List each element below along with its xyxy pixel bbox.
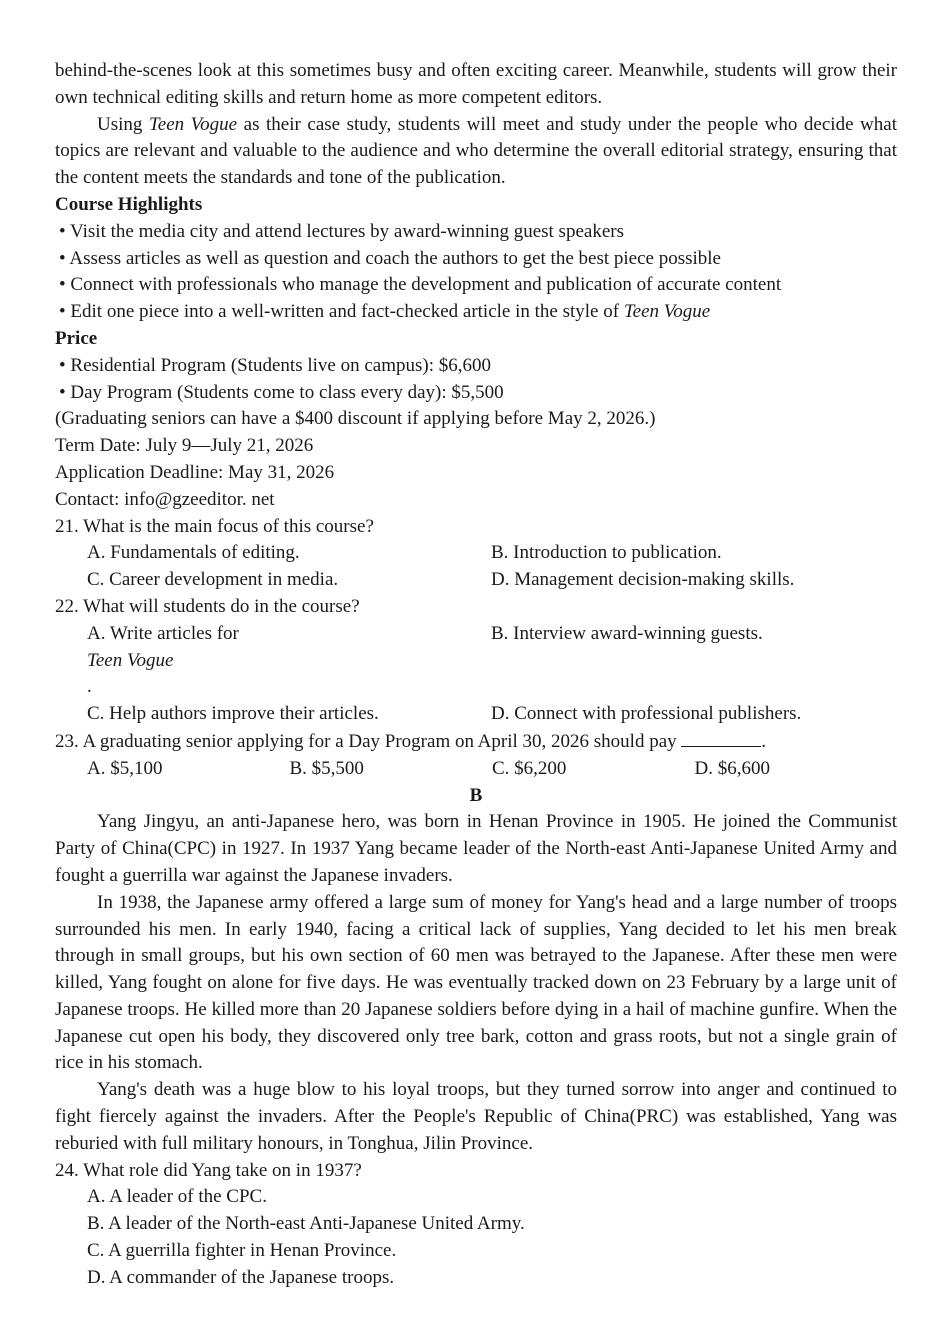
option-b: B. $5,500 — [289, 757, 364, 779]
passage-b-label: B — [469, 784, 483, 806]
passage-b-paragraph-3: Yang's death was a huge blow to his loyal troops, but they turned sorrow into anger and continued to fight fiercely against the invaders. After the People's Republic of China(PRC) was established, Yang was reburied with full military honours, in Tonghua, Jilin Province. — [55, 1079, 897, 1154]
question-22: 22. What will students do in the course? — [55, 595, 360, 617]
question-21: 21. What is the main focus of this course? — [55, 515, 374, 537]
option-b: B. A leader of the North-east Anti-Japanese United Army. — [87, 1213, 525, 1235]
highlight-item: • Assess articles as well as question and coach the authors to get the best piece possible — [59, 247, 721, 269]
price-residential: • Residential Program (Students live on campus): $6,600 — [59, 354, 491, 376]
option-d: D. Management decision-making skills. — [491, 569, 795, 591]
question-22-options — [55, 701, 897, 728]
price-day: • Day Program (Students come to class every day): $5,500 — [59, 381, 504, 403]
question-21-options — [55, 540, 897, 567]
option-d: D. Connect with professional publishers. — [491, 703, 802, 725]
highlight-item: • Visit the media city and attend lectures by award-winning guest speakers — [59, 220, 624, 242]
term-date: Term Date: July 9—July 21, 2026 — [55, 435, 314, 457]
highlight-item: • Edit one piece into a well-written and fact-checked article in the style of Teen Vogue — [59, 301, 711, 323]
option-a: A. $5,100 — [87, 757, 163, 779]
price-discount-note: (Graduating seniors can have a $400 discount if applying before May 2, 2026.) — [55, 408, 656, 430]
option-c: C. $6,200 — [492, 757, 567, 779]
highlight-item: • Connect with professionals who manage the development and publication of accurate content — [59, 274, 782, 296]
exam-page — [55, 58, 897, 1292]
question-23: 23. A graduating senior applying for a Day Program on April 30, 2026 should pay . — [55, 728, 897, 756]
question-21-options — [55, 567, 897, 594]
price-heading: Price — [55, 327, 98, 349]
option-d: D. $6,600 — [694, 757, 770, 779]
passage-b-paragraph-2: In 1938, the Japanese army offered a large sum of money for Yang's head and a large number of troops surrounded his men. In early 1940, facing a critical lack of supplies, Yang decided to let his men break through in small groups, but his own section of 60 men was betrayed to the Japanese. After these men were killed, Yang fought on alone for five days. He was eventually tracked down on 23 February by a large unit of Japanese troops. He killed more than 20 Japanese soldiers before dying in a hail of machine gunfire. When the Japanese cut open his body, they discovered only tree bark, cotton and grass roots, but not a single grain of rice in his stomach. — [55, 891, 897, 1074]
option-c: C. Career development in media. — [87, 569, 339, 591]
contact-line: Contact: info@gzeeditor. net — [55, 488, 275, 510]
intro-paragraph-2: Using Teen Vogue as their case study, students will meet and study under the people who decide what topics are relevant and valuable to the audience and who determine the overall editorial strategy, ensuring that the content meets the standards and tone of the publication. — [55, 113, 897, 189]
option-a: A. Fundamentals of editing. — [87, 542, 300, 564]
option-c: C. Help authors improve their articles. — [87, 703, 379, 725]
option-b: B. Introduction to publication. — [491, 542, 722, 564]
passage-b-paragraph-1: Yang Jingyu, an anti-Japanese hero, was born in Henan Province in 1905. He joined the Communist Party of China(CPC) in 1927. In 1937 Yang became leader of the North-east Anti-Japanese United Army and fought a guerrilla war against the Japanese invaders. — [55, 811, 897, 886]
question-24: 24. What role did Yang take on in 1937? — [55, 1159, 362, 1181]
course-highlights-heading: Course Highlights — [55, 193, 203, 215]
option-a: A. A leader of the CPC. — [87, 1186, 267, 1208]
option-c: C. A guerrilla fighter in Henan Province. — [87, 1240, 397, 1262]
question-22-options — [55, 621, 897, 701]
intro-paragraph-1: behind-the-scenes look at this sometimes busy and often exciting career. Meanwhile, students will grow their own technical editing skills and return home as more competent editors. — [55, 60, 897, 108]
option-d: D. A commander of the Japanese troops. — [87, 1266, 395, 1288]
question-23-options — [55, 756, 897, 783]
option-b: B. Interview award-winning guests. — [491, 622, 763, 644]
magazine-title: Teen Vogue — [148, 113, 238, 135]
option-a: A. Write articles for Teen Vogue . — [87, 622, 239, 698]
application-deadline: Application Deadline: May 31, 2026 — [55, 461, 335, 483]
cut-off-previous-line — [55, 36, 897, 42]
answer-blank — [681, 728, 761, 747]
